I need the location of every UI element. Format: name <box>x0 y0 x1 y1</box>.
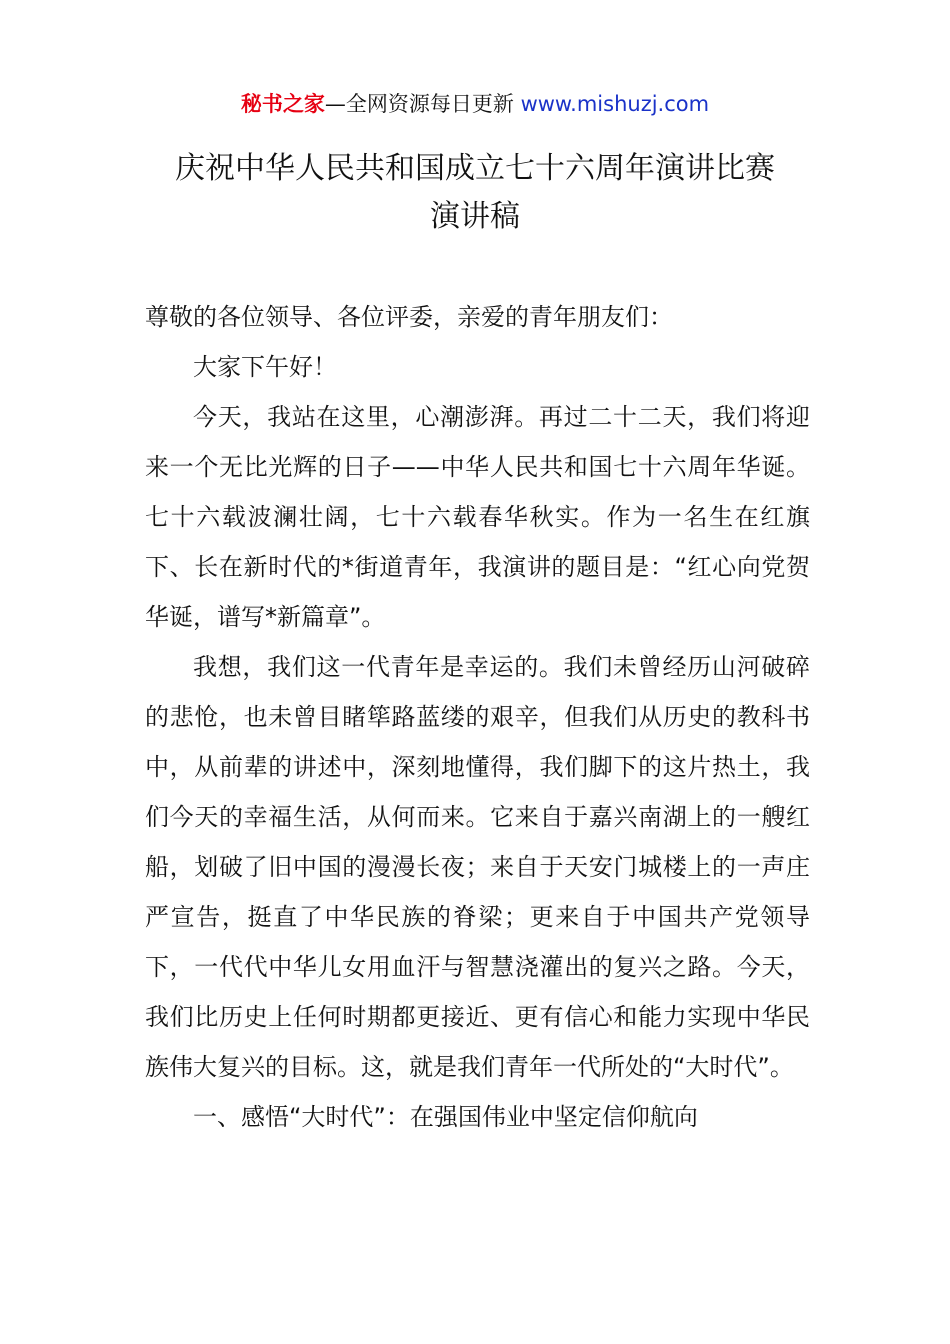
document-title <box>0 145 950 241</box>
document-body <box>145 292 810 1142</box>
site-url-link[interactable]: www.mishuzj.com <box>520 92 710 116</box>
title-line-2: 演讲稿 <box>430 199 520 234</box>
title-line-1: 庆祝中华人民共和国成立七十六周年演讲比赛 <box>175 151 775 186</box>
section-heading-1: 一、感悟“大时代”：在强国伟业中坚定信仰航向 <box>193 1103 698 1131</box>
site-header <box>0 86 950 122</box>
site-tagline: —全网资源每日更新 <box>324 92 514 116</box>
greeting: 大家下午好！ <box>193 353 337 381</box>
paragraph-2: 我想，我们这一代青年是幸运的。我们未曾经历山河破碎的悲怆，也未曾目睹筚路蓝缕的艰辛，但我们从历史的教科书中，从前辈的讲述中，深刻地懂得，我们脚下的这片热土，我们今天的幸福生活，从何而来。它来自于嘉兴南湖上的一艘红船，划破了旧中国的漫漫长夜；来自于天安门城楼上的一声庄严宣告，挺直了中华民族的脊梁；更来自于中国共产党领导下，一代代中华儿女用血汗与智慧浇灌出的复兴之路。今天，我们比历史上任何时期都更接近、更有信心和能力实现中华民族伟大复兴的目标。这，就是我们青年一代所处的“大时代”。 <box>145 653 810 1081</box>
brand-name: 秘书之家 <box>240 92 325 116</box>
salutation: 尊敬的各位领导、各位评委，亲爱的青年朋友们： <box>145 303 673 331</box>
paragraph-1: 今天，我站在这里，心潮澎湃。再过二十二天，我们将迎来一个无比光辉的日子——中华人民共和国七十六周年华诞。七十六载波澜壮阔，七十六载春华秋实。作为一名生在红旗下、长在新时代的*街道青年，我演讲的题目是：“红心向党贺华诞，谱写*新篇章”。 <box>145 403 810 631</box>
